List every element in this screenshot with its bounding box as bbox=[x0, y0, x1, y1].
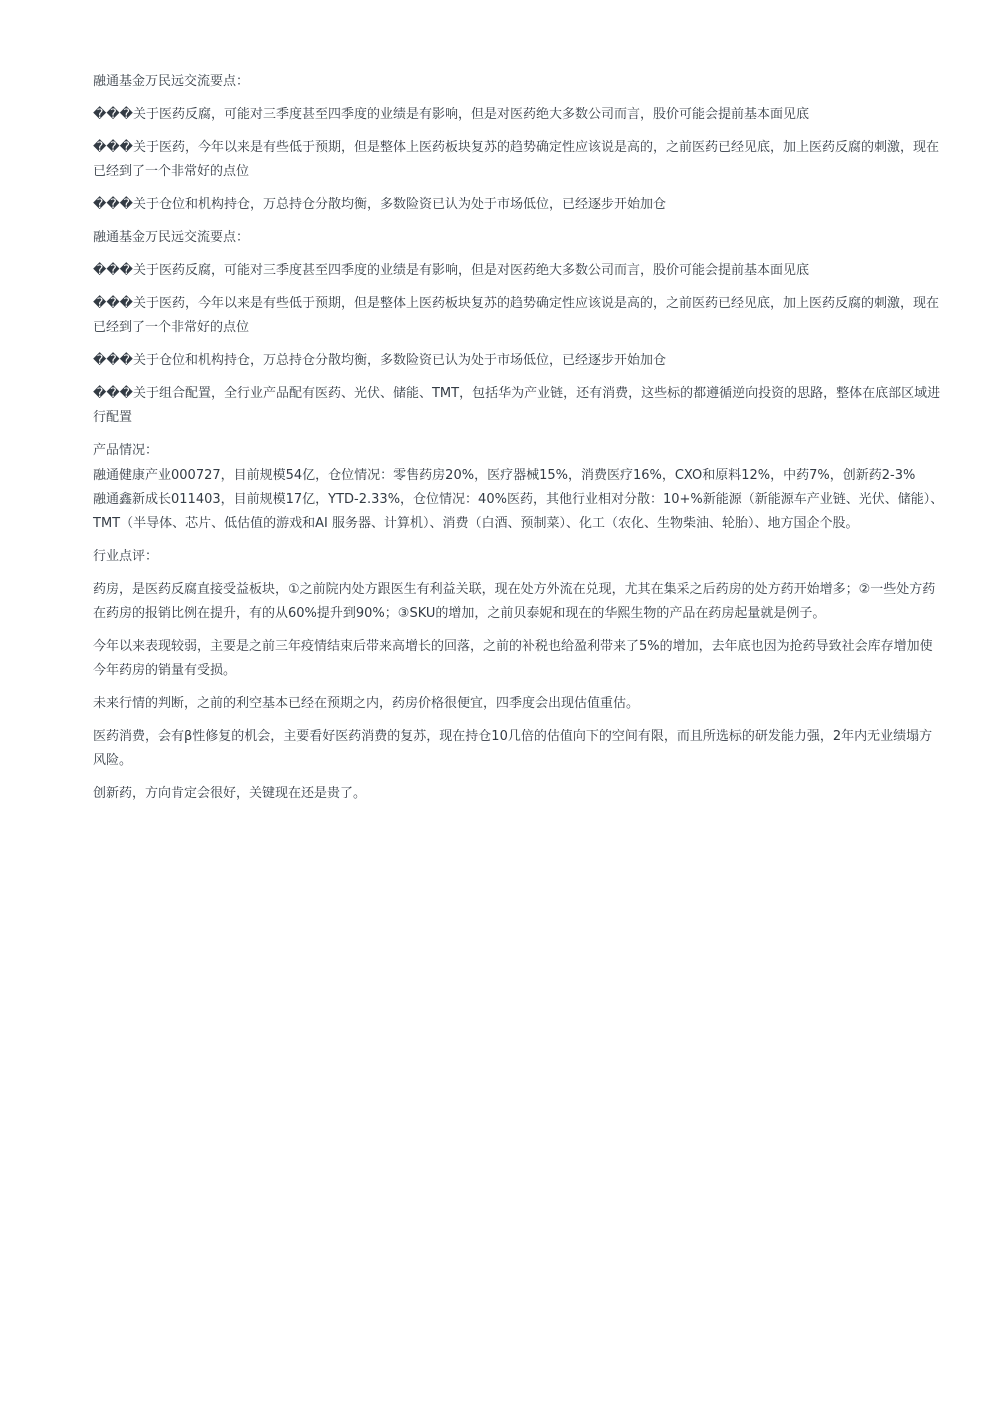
bullet-paragraph: ���关于医药反腐，可能对三季度甚至四季度的业绩是有影响，但是对医药绝大多数公司而言，股价可能会提前基本面见底 bbox=[93, 263, 809, 278]
products-heading: 产品情况： bbox=[93, 443, 159, 458]
bullet-paragraph: ���关于仓位和机构持仓，万总持仓分散均衡，多数险资已认为处于市场低位，已经逐步开始加仓 bbox=[93, 197, 666, 212]
product-line: 融通鑫新成长011403，目前规模17亿，YTD-2.33%，仓位情况：40%医药，其他行业相对分散：10+%新能源（新能源车产业链、光伏、储能）、TMT（半导体、芯片、低估值的游戏和AI 服务器、计算机）、消费（白酒、预制菜）、化工（农化、生物柴油、轮胎）、地方国企个股。 bbox=[93, 492, 944, 531]
review-paragraph: 药房，是医药反腐直接受益板块，①之前院内处方跟医生有利益关联，现在处方外流在兑现，尤其在集采之后药房的处方药开始增多；②一些处方药在药房的报销比例在提升，有的从60%提升到90%；③SKU的增加，之前贝泰妮和现在的华熙生物的产品在药房起量就是例子。 bbox=[93, 582, 936, 621]
product-line: 融通健康产业000727，目前规模54亿，仓位情况：零售药房20%，医疗器械15%，消费医疗16%，CXO和原料12%，中药7%，创新药2-3% bbox=[93, 468, 916, 483]
bullet-paragraph: ���关于仓位和机构持仓，万总持仓分散均衡，多数险资已认为处于市场低位，已经逐步开始加仓 bbox=[93, 353, 666, 368]
industry-review-heading: 行业点评： bbox=[93, 549, 159, 564]
review-paragraph: 创新药，方向肯定会很好，关键现在还是贵了。 bbox=[93, 786, 367, 801]
section-heading: 融通基金万民远交流要点： bbox=[93, 74, 250, 89]
review-paragraph: 今年以来表现较弱，主要是之前三年疫情结束后带来高增长的回落，之前的补税也给盈利带来了5%的增加，去年底也因为抢药导致社会库存增加使今年药房的销量有受损。 bbox=[93, 639, 933, 678]
section-heading: 融通基金万民远交流要点： bbox=[93, 230, 250, 245]
bullet-paragraph: ���关于医药，今年以来是有些低于预期，但是整体上医药板块复苏的趋势确定性应该说是高的，之前医药已经见底，加上医药反腐的刺激，现在已经到了一个非常好的点位 bbox=[93, 140, 939, 179]
bullet-paragraph: ���关于医药，今年以来是有些低于预期，但是整体上医药板块复苏的趋势确定性应该说是高的，之前医药已经见底，加上医药反腐的刺激，现在已经到了一个非常好的点位 bbox=[93, 296, 939, 335]
bullet-paragraph: ���关于医药反腐，可能对三季度甚至四季度的业绩是有影响，但是对医药绝大多数公司而言，股价可能会提前基本面见底 bbox=[93, 107, 809, 122]
bullet-paragraph: ���关于组合配置，全行业产品配有医药、光伏、储能、TMT，包括华为产业链，还有消费，这些标的都遵循逆向投资的思路，整体在底部区域进行配置 bbox=[93, 386, 941, 425]
review-paragraph: 医药消费，会有β性修复的机会，主要看好医药消费的复苏，现在持仓10几倍的估值向下的空间有限，而且所选标的研发能力强，2年内无业绩塌方风险。 bbox=[93, 729, 933, 768]
review-paragraph: 未来行情的判断，之前的利空基本已经在预期之内，药房价格很便宜，四季度会出现估值重估。 bbox=[93, 696, 640, 711]
